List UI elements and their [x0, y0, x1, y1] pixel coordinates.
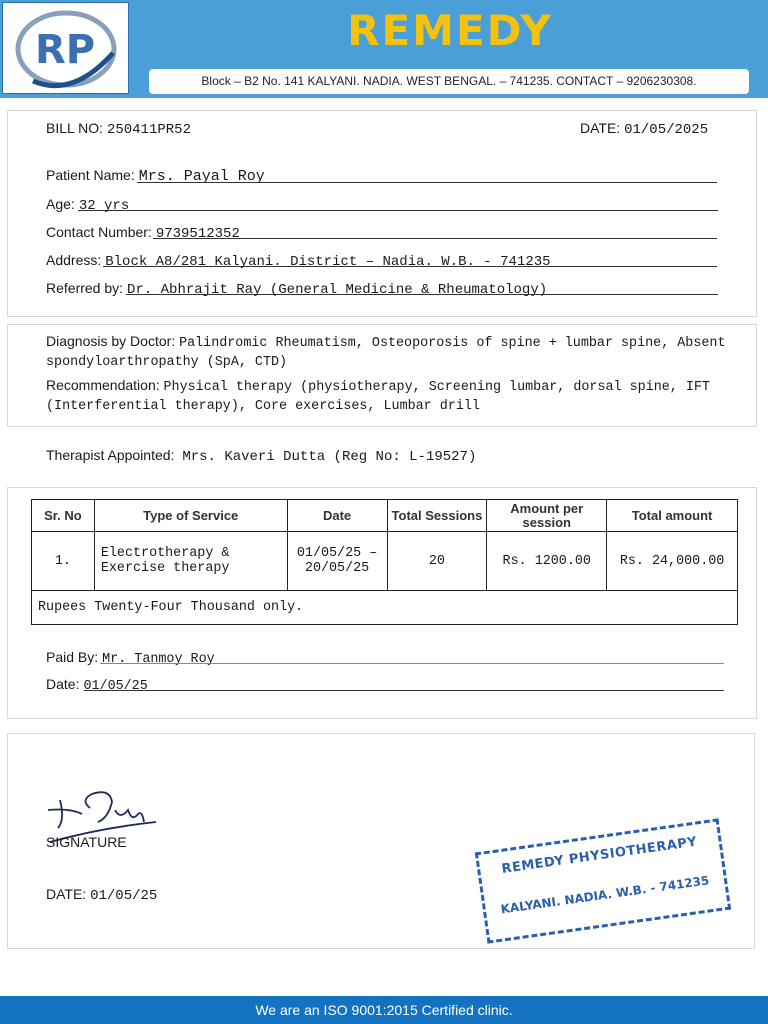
table-row — [32, 532, 738, 591]
signature-date — [46, 886, 157, 904]
therapist-appointed — [46, 447, 476, 465]
referred-by-value: Dr. Abhrajit Ray (General Medicine & Rheumatology) — [127, 282, 548, 298]
signature-date-value: 01/05/25 — [90, 888, 158, 904]
recommendation-value: Physical therapy (physiotherapy, Screening lumbar, dorsal spine, IFT (Interferential therapy), Core exercises, Lumbar drill — [46, 380, 710, 414]
address-label: Address: — [46, 252, 102, 268]
age-underline — [78, 210, 718, 211]
diagnosis-label: Diagnosis by Doctor: — [46, 333, 176, 349]
clinic-address: Block – B2 No. 141 KALYANI. NADIA. WEST BENGAL. – 741235. CONTACT – 9206230308. — [149, 69, 749, 94]
signature-label: SIGNATURE — [46, 834, 127, 850]
cell-sr-no: 1. — [32, 532, 95, 591]
paid-by-underline — [100, 663, 724, 664]
payment-date-label: Date: — [46, 676, 80, 692]
patient-name-underline — [137, 182, 717, 183]
payment-date-underline — [84, 690, 724, 691]
payment-date-field — [46, 676, 148, 694]
signature-date-label: DATE: — [46, 886, 87, 902]
diagnosis-value: Palindromic Rheumatism, Osteoporosis of spine + lumbar spine, Absent spondyloarthropathy (SpA, CTD) — [46, 336, 726, 370]
stamp-line-2: KALYANI. NADIA. W.B. - 741235 — [499, 873, 711, 917]
referred-by-underline — [126, 294, 718, 295]
clinic-header — [0, 0, 768, 98]
header-amount-per-session: Amount per session — [487, 500, 607, 532]
clinic-brand-name: REMEDY — [347, 6, 553, 55]
services-table — [31, 499, 738, 625]
patient-name-value: Mrs. Payal Roy — [138, 168, 265, 185]
header-total-amount: Total amount — [607, 500, 738, 532]
logo-text: RP — [34, 27, 96, 73]
header-date: Date — [287, 500, 387, 532]
address-field — [46, 252, 551, 270]
referred-by-label: Referred by: — [46, 280, 124, 296]
bill-number-value: 250411PR52 — [106, 122, 191, 138]
cell-amount-per-session: Rs. 1200.00 — [487, 532, 607, 591]
bill-number-label: BILL NO: — [46, 120, 104, 136]
diagnosis — [46, 333, 736, 371]
recommendation-label: Recommendation: — [46, 377, 160, 393]
bill-date — [580, 120, 708, 138]
contact-value: 9739512352 — [155, 226, 240, 242]
age-field — [46, 196, 129, 214]
paid-by-value: Mr. Tanmoy Roy — [102, 652, 215, 667]
contact-label: Contact Number: — [46, 224, 152, 240]
paid-by-label: Paid By: — [46, 649, 99, 665]
address-underline — [103, 266, 717, 267]
clinic-logo — [2, 2, 129, 94]
therapist-value: Mrs. Kaveri Dutta (Reg No: L-19527) — [182, 449, 477, 465]
age-label: Age: — [46, 196, 75, 212]
header-sr-no: Sr. No — [32, 500, 95, 532]
bill-date-label: DATE: — [580, 120, 621, 136]
header-total-sessions: Total Sessions — [387, 500, 487, 532]
iso-certification-footer: We are an ISO 9001:2015 Certified clinic. — [0, 996, 768, 1024]
header-service-type: Type of Service — [94, 500, 287, 532]
cell-total-amount: Rs. 24,000.00 — [607, 532, 738, 591]
referred-by-field — [46, 280, 547, 298]
recommendation — [46, 377, 736, 415]
stamp-line-1: REMEDY PHYSIOTHERAPY — [500, 834, 699, 877]
cell-date: 01/05/25 – 20/05/25 — [287, 532, 387, 591]
cell-total-sessions: 20 — [387, 532, 487, 591]
bill-date-value: 01/05/2025 — [624, 122, 709, 138]
contact-underline — [153, 238, 717, 239]
amount-in-words: Rupees Twenty-Four Thousand only. — [32, 591, 738, 625]
therapist-label: Therapist Appointed: — [46, 447, 175, 463]
cell-service-type: Electrotherapy & Exercise therapy — [94, 532, 287, 591]
age-value: 32 yrs — [78, 198, 130, 214]
bill-number — [46, 120, 191, 138]
table-header-row — [32, 500, 738, 532]
contact-field — [46, 224, 240, 242]
amount-in-words-row — [32, 591, 738, 625]
payment-date-value: 01/05/25 — [83, 679, 148, 694]
address-value: Block A8/281 Kalyani. District – Nadia. W.B. - 741235 — [105, 254, 551, 270]
patient-name-label: Patient Name: — [46, 167, 135, 183]
paid-by-field — [46, 649, 215, 667]
